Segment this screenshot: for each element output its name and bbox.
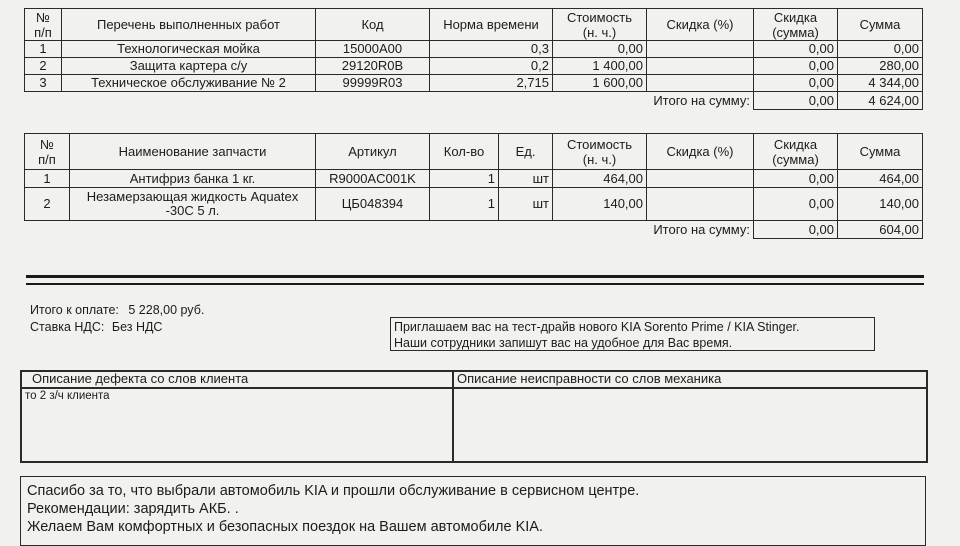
works-cell-time: 0,2 <box>430 58 553 75</box>
works-cell-name: Техническое обслуживание № 2 <box>62 75 316 92</box>
parts-cell-sum: 464,00 <box>838 170 923 188</box>
parts-header-discount-pct: Скидка (%) <box>647 134 754 170</box>
parts-cell-num: 2 <box>25 188 70 221</box>
summary-total <box>30 303 204 317</box>
works-cell-num: 2 <box>25 58 62 75</box>
table-row <box>25 58 923 75</box>
parts-cell-discount-pct <box>647 170 754 188</box>
parts-cell-discount-pct <box>647 188 754 221</box>
summary-total-label: Итого к оплате: <box>30 303 119 317</box>
parts-header-article: Артикул <box>316 134 430 170</box>
parts-cell-unit: шт <box>499 170 553 188</box>
summary-vat-label: Ставка НДС: <box>30 320 105 334</box>
footer-line-3: Желаем Вам комфортных и безопасных поездок на Вашем автомобиле KIA. <box>27 519 543 535</box>
works-table <box>24 8 923 110</box>
promo-box <box>390 317 875 351</box>
parts-header-num: № п/п <box>25 134 70 170</box>
parts-header-name: Наименование запчасти <box>70 134 316 170</box>
works-cell-discount-sum: 0,00 <box>754 58 838 75</box>
parts-header-cost: Стоимость (н. ч.) <box>553 134 647 170</box>
parts-cell-article: ЦБ048394 <box>316 188 430 221</box>
parts-cell-discount-sum: 0,00 <box>754 188 838 221</box>
parts-cell-cost: 140,00 <box>553 188 647 221</box>
works-cell-time: 0,3 <box>430 41 553 58</box>
works-total-discount: 0,00 <box>754 92 838 110</box>
defect-mechanic-text <box>453 388 927 462</box>
parts-total-discount: 0,00 <box>754 221 838 239</box>
parts-total-label: Итого на сумму: <box>647 221 754 239</box>
works-cell-num: 3 <box>25 75 62 92</box>
footer-box <box>20 476 926 546</box>
parts-header-discount-sum: Скидка (сумма) <box>754 134 838 170</box>
footer-line-2: Рекомендации: зарядить АКБ. . <box>27 501 239 517</box>
works-total-label: Итого на сумму: <box>647 92 754 110</box>
parts-header-row <box>25 134 923 170</box>
works-cell-cost: 1 400,00 <box>553 58 647 75</box>
works-cell-sum: 280,00 <box>838 58 923 75</box>
defect-client-header: Описание дефекта со слов клиента <box>21 371 453 388</box>
defect-header-row <box>21 371 927 388</box>
works-header-discount-pct: Скидка (%) <box>647 9 754 41</box>
defect-mechanic-header: Описание неисправности со слов механика <box>453 371 927 388</box>
separator-thick <box>26 275 924 278</box>
summary-vat-value: Без НДС <box>111 320 163 334</box>
works-header-num: № п/п <box>25 9 62 41</box>
works-header-code: Код <box>316 9 430 41</box>
works-cell-time: 2,715 <box>430 75 553 92</box>
parts-cell-article: R9000AC001K <box>316 170 430 188</box>
works-header-time: Норма времени <box>430 9 553 41</box>
parts-table <box>24 133 923 239</box>
defect-table <box>20 370 928 463</box>
parts-header-unit: Ед. <box>499 134 553 170</box>
works-cell-num: 1 <box>25 41 62 58</box>
table-row <box>25 170 923 188</box>
works-cell-code: 99999R03 <box>316 75 430 92</box>
defect-client-text: то 2 з/ч клиента <box>21 388 453 462</box>
summary-vat <box>30 320 162 334</box>
works-header-row <box>25 9 923 41</box>
separator-thin <box>26 283 924 285</box>
works-cell-sum: 4 344,00 <box>838 75 923 92</box>
footer-line-1: Спасибо за то, что выбрали автомобиль KIA и прошли обслуживание в сервисном центре. <box>27 483 640 499</box>
defect-body-row <box>21 388 927 462</box>
works-cell-code: 15000A00 <box>316 41 430 58</box>
works-cell-name: Защита картера с/у <box>62 58 316 75</box>
works-cell-cost: 0,00 <box>553 41 647 58</box>
works-cell-discount-sum: 0,00 <box>754 41 838 58</box>
works-header-sum: Сумма <box>838 9 923 41</box>
works-cell-code: 29120R0B <box>316 58 430 75</box>
parts-cell-sum: 140,00 <box>838 188 923 221</box>
works-cell-sum: 0,00 <box>838 41 923 58</box>
parts-cell-discount-sum: 0,00 <box>754 170 838 188</box>
parts-cell-name: Незамерзающая жидкость Aquatex -30C 5 л. <box>70 188 316 221</box>
parts-cell-num: 1 <box>25 170 70 188</box>
table-row <box>25 75 923 92</box>
works-header-discount-sum: Скидка (сумма) <box>754 9 838 41</box>
table-row <box>25 188 923 221</box>
works-cell-discount-pct <box>647 75 754 92</box>
parts-total-row <box>25 221 923 239</box>
parts-total-sum: 604,00 <box>838 221 923 239</box>
works-header-cost: Стоимость (н. ч.) <box>553 9 647 41</box>
works-header-name: Перечень выполненных работ <box>62 9 316 41</box>
works-total-row <box>25 92 923 110</box>
parts-cell-unit: шт <box>499 188 553 221</box>
parts-cell-name: Антифриз банка 1 кг. <box>70 170 316 188</box>
works-total-sum: 4 624,00 <box>838 92 923 110</box>
works-cell-name: Технологическая мойка <box>62 41 316 58</box>
summary-total-value: 5 228,00 руб. <box>128 303 205 317</box>
parts-header-qty: Кол-во <box>430 134 499 170</box>
parts-cell-qty: 1 <box>430 188 499 221</box>
parts-cell-cost: 464,00 <box>553 170 647 188</box>
works-cell-discount-pct <box>647 58 754 75</box>
works-cell-cost: 1 600,00 <box>553 75 647 92</box>
parts-cell-qty: 1 <box>430 170 499 188</box>
parts-header-sum: Сумма <box>838 134 923 170</box>
promo-line-1: Приглашаем вас на тест-драйв нового KIA Sorento Prime / KIA Stinger. <box>394 320 800 334</box>
works-cell-discount-sum: 0,00 <box>754 75 838 92</box>
works-cell-discount-pct <box>647 41 754 58</box>
table-row <box>25 41 923 58</box>
promo-line-2: Наши сотрудники запишут вас на удобное для Вас время. <box>394 336 733 350</box>
